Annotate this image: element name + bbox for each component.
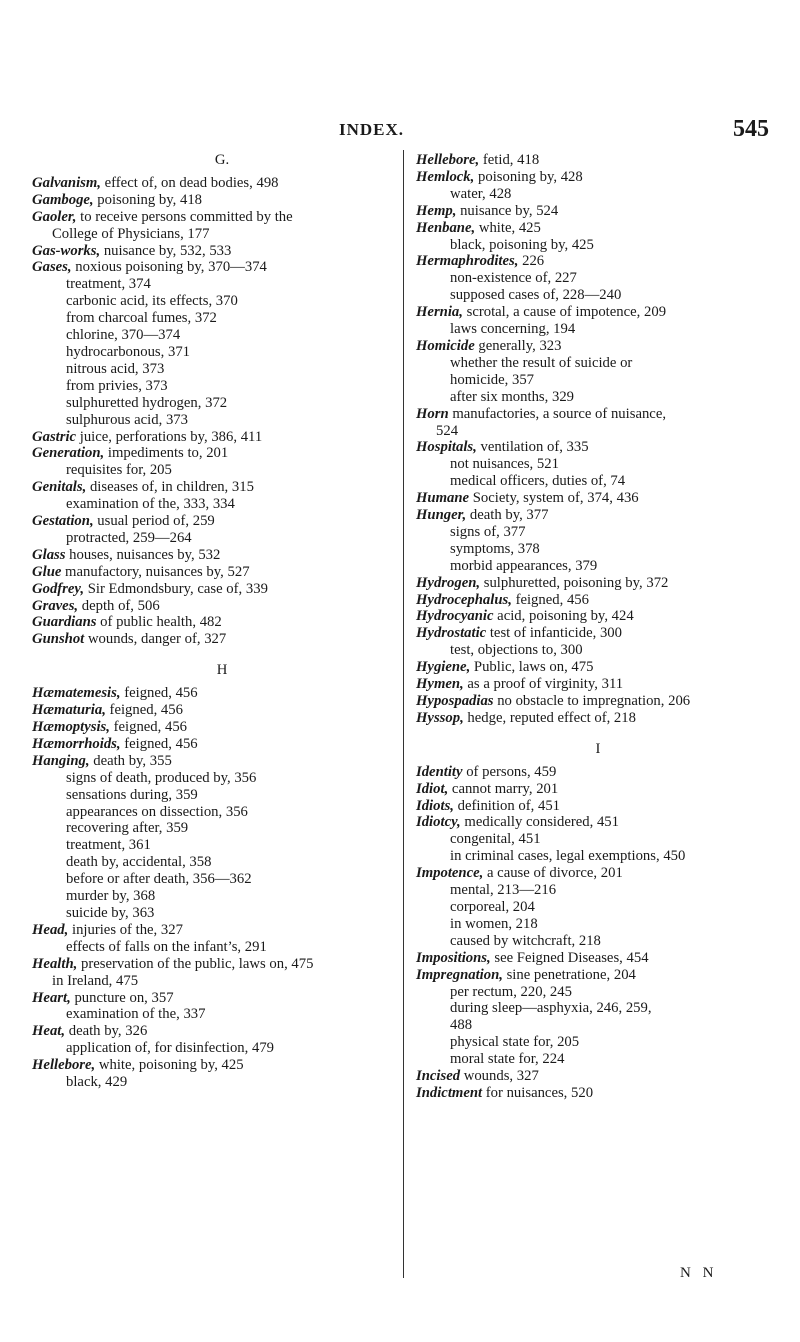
- entry-headword: Hymen,: [416, 676, 464, 693]
- entry-text: feigned, 456: [511, 591, 589, 608]
- entry-headword: Godfrey,: [32, 580, 85, 597]
- index-entry: [416, 764, 780, 781]
- entry-line: [416, 625, 780, 642]
- entry-headword: Horn: [416, 405, 449, 422]
- entry-subentry: black, 429: [66, 1074, 128, 1091]
- entry-text: usual period of, 259: [93, 513, 215, 530]
- entry-subentry: from charcoal fumes, 372: [66, 310, 217, 327]
- entry-subentry: not nuisances, 521: [450, 456, 559, 473]
- entry-text: 226: [518, 253, 545, 270]
- entry-headword: Graves,: [32, 597, 79, 614]
- entry-headword: Gaoler,: [32, 208, 77, 225]
- entry-text: ventilation of, 335: [476, 439, 589, 456]
- index-entry: [32, 175, 412, 192]
- entry-headword: Hemp,: [416, 202, 457, 219]
- index-entry: [32, 685, 412, 702]
- entry-headword: Health,: [32, 955, 78, 972]
- section-letter: G.: [214, 152, 230, 168]
- index-entry: [416, 608, 780, 625]
- entry-line: [32, 685, 412, 702]
- entry-text: no obstacle to impregnation, 206: [493, 693, 691, 709]
- entry-line: [416, 798, 780, 815]
- entry-subentry: black, poisoning by, 425: [450, 236, 594, 253]
- entry-headword: Hellebore,: [32, 1057, 96, 1074]
- entry-text: Public, laws on, 475: [470, 659, 594, 676]
- entry-subentry: chlorine, 370—374: [66, 327, 181, 344]
- entry-line: [32, 192, 412, 209]
- entry-text: poisoning by, 428: [474, 168, 583, 185]
- entry-subentry: per rectum, 220, 245: [450, 983, 572, 1000]
- entry-line: [32, 990, 412, 1007]
- index-entry: [32, 631, 412, 648]
- running-title: INDEX.: [339, 120, 405, 139]
- index-entry: [32, 445, 412, 479]
- entry-subentry: recovering after, 359: [66, 820, 189, 837]
- entry-text: hedge, reputed effect of, 218: [463, 709, 636, 726]
- entry-subentry: congenital, 451: [450, 831, 541, 848]
- section-gap: [416, 727, 780, 741]
- entry-headword: Glass: [32, 546, 66, 563]
- entry-subentry: protracted, 259—264: [66, 529, 192, 546]
- index-entry: [416, 406, 780, 440]
- entry-headword: Hellebore,: [416, 152, 480, 168]
- index-entry: [32, 192, 412, 209]
- entry-text: white, 425: [475, 219, 541, 236]
- entry-subentry: examination of the, 337: [66, 1006, 206, 1023]
- entry-subentry: from privies, 373: [66, 377, 168, 394]
- entry-line: [416, 865, 780, 882]
- index-entry: [32, 513, 412, 547]
- index-entry: [32, 581, 412, 598]
- entry-headword: Impotence,: [416, 865, 484, 882]
- entry-line: [32, 259, 412, 276]
- entry-headword: Hunger,: [416, 507, 467, 524]
- entry-line: [416, 203, 780, 220]
- entry-line: [416, 575, 780, 592]
- entry-line: [416, 439, 780, 456]
- entry-line: [416, 659, 780, 676]
- entry-headword: Hermaphrodites,: [416, 253, 519, 270]
- index-entry: [32, 243, 412, 260]
- entry-line: [416, 1085, 780, 1102]
- entry-text: cannot marry, 201: [448, 780, 559, 797]
- index-entry: [416, 220, 780, 254]
- entry-continuation: in Ireland, 475: [52, 972, 139, 989]
- entry-line: [416, 710, 780, 727]
- entry-subentry: morbid appearances, 379: [450, 557, 598, 574]
- index-entry: [416, 676, 780, 693]
- entry-line: [32, 243, 412, 260]
- entry-subentry: suicide by, 363: [66, 904, 155, 921]
- entry-subentry: sulphurous acid, 373: [66, 411, 188, 428]
- entry-headword: Identity: [416, 763, 463, 780]
- index-entry: [416, 575, 780, 592]
- index-entry: [416, 592, 780, 609]
- entry-headword: Hæmorrhoids,: [32, 735, 121, 752]
- index-entry: [416, 865, 780, 950]
- entry-subentry: corporeal, 204: [450, 898, 535, 915]
- entry-line: [32, 1057, 412, 1074]
- entry-text: feigned, 456: [109, 719, 188, 735]
- entry-text: houses, nuisances by, 532: [65, 546, 221, 563]
- entry-line: [32, 445, 412, 462]
- entry-text: sine penetratione, 204: [502, 966, 636, 983]
- entry-subentry: supposed cases of, 228—240: [450, 287, 622, 304]
- entry-text: depth of, 506: [78, 597, 160, 614]
- entry-headword: Heat,: [32, 1023, 66, 1040]
- entry-subentry: before or after death, 356—362: [66, 871, 252, 888]
- entry-headword: Hydrostatic: [416, 625, 487, 642]
- entry-line: [32, 479, 412, 496]
- entry-subentry: murder by, 368: [66, 888, 156, 905]
- entry-headword: Generation,: [32, 445, 105, 462]
- entry-text: see Feigned Diseases, 454: [490, 949, 649, 966]
- section-gap: [32, 648, 412, 662]
- entry-text: as a proof of virginity, 311: [463, 676, 624, 693]
- index-entry: [32, 598, 412, 615]
- entry-headword: Glue: [32, 563, 62, 580]
- index-entry: [32, 564, 412, 581]
- entry-line: [32, 631, 412, 648]
- entry-line: [416, 507, 780, 524]
- index-entry: [416, 1085, 780, 1102]
- entry-headword: Gases,: [32, 259, 72, 276]
- entry-line: [32, 598, 412, 615]
- entry-headword: Hygiene,: [416, 659, 471, 676]
- entry-subentry: physical state for, 205: [450, 1034, 580, 1051]
- index-entry: [416, 507, 780, 575]
- index-entry: [32, 614, 412, 631]
- entry-subentry: sulphuretted hydrogen, 372: [66, 394, 228, 411]
- entry-subentry: appearances on dissection, 356: [66, 803, 248, 820]
- entry-headword: Hydrocyanic: [416, 608, 494, 625]
- entry-line: [416, 406, 780, 423]
- entry-headword: Gamboge,: [32, 191, 94, 208]
- index-entry: [32, 547, 412, 564]
- index-entry: [32, 429, 412, 446]
- entry-line: [416, 304, 780, 321]
- entry-text: generally, 323: [474, 337, 562, 354]
- entry-text: Sir Edmondsbury, case of, 339: [84, 580, 268, 597]
- entry-subentry: caused by witchcraft, 218: [450, 932, 601, 949]
- entry-line: [416, 764, 780, 781]
- entry-text: medically considered, 451: [460, 814, 619, 831]
- entry-text: to receive persons committed by the: [76, 208, 293, 225]
- index-entry: [416, 338, 780, 406]
- entry-headword: Hæmaturia,: [32, 702, 106, 719]
- index-entry: [416, 253, 780, 304]
- entry-line: [416, 592, 780, 609]
- entry-text: nuisance by, 532, 533: [100, 242, 232, 259]
- entry-subentry: effects of falls on the infant’s, 291: [66, 938, 267, 955]
- entry-line: [32, 719, 412, 736]
- index-entry: [32, 922, 412, 956]
- index-entry: [416, 439, 780, 490]
- entry-subentry: mental, 213—216: [450, 882, 557, 899]
- entry-subentry: signs of, 377: [450, 523, 526, 540]
- entry-headword: Head,: [32, 921, 69, 938]
- index-entry: [416, 814, 780, 865]
- entry-text: injuries of the, 327: [68, 921, 183, 938]
- entry-line: [416, 169, 780, 186]
- entry-line: [32, 736, 412, 753]
- index-entry: [32, 1023, 412, 1057]
- entry-headword: Henbane,: [416, 219, 476, 236]
- entry-headword: Hanging,: [32, 752, 90, 769]
- entry-subentry: during sleep—asphyxia, 246, 259,: [450, 1000, 652, 1017]
- entry-subentry: homicide, 357: [450, 371, 535, 388]
- entry-text: of public health, 482: [96, 614, 222, 631]
- index-entry: [32, 259, 412, 428]
- entry-text: fetid, 418: [479, 152, 540, 168]
- entry-text: acid, poisoning by, 424: [493, 608, 634, 625]
- entry-headword: Gastric: [32, 428, 77, 445]
- entry-headword: Idiots,: [416, 797, 454, 814]
- entry-headword: Idiot,: [416, 780, 449, 797]
- entry-headword: Hæmoptysis,: [32, 719, 110, 735]
- entry-line: [32, 753, 412, 770]
- entry-headword: Hypospadias: [416, 693, 494, 709]
- entry-text: death by, 326: [65, 1023, 148, 1040]
- entry-line: [416, 693, 780, 710]
- entry-headword: Gunshot: [32, 631, 85, 648]
- index-entry: [416, 304, 780, 338]
- entry-subentry: signs of death, produced by, 356: [66, 769, 257, 786]
- entry-subentry: nitrous acid, 373: [66, 360, 165, 377]
- entry-line: [32, 513, 412, 530]
- index-entry: [416, 659, 780, 676]
- index-entry: [32, 736, 412, 753]
- entry-text: noxious poisoning by, 370—374: [71, 259, 267, 276]
- index-entry: [416, 798, 780, 815]
- index-entry: [416, 967, 780, 1068]
- entry-subentry: death by, accidental, 358: [66, 854, 212, 871]
- entry-line: [32, 547, 412, 564]
- entry-text: diseases of, in children, 315: [86, 479, 254, 496]
- entry-subentry: in women, 218: [450, 915, 538, 932]
- entry-headword: Humane: [416, 490, 470, 507]
- entry-line: [416, 152, 780, 169]
- entry-subentry: test, objections to, 300: [450, 642, 583, 659]
- entry-text: scrotal, a cause of impotence, 209: [462, 304, 667, 321]
- entry-subentry: symptoms, 378: [450, 540, 540, 557]
- entry-subentry: application of, for disinfection, 479: [66, 1040, 275, 1057]
- index-entry: [416, 625, 780, 659]
- entry-text: test of infanticide, 300: [486, 625, 622, 642]
- index-entry: [32, 753, 412, 922]
- entry-line: [416, 253, 780, 270]
- index-entry: [416, 490, 780, 507]
- entry-headword: Guardians: [32, 614, 97, 631]
- entry-headword: Homicide: [416, 337, 475, 354]
- entry-line: [416, 338, 780, 355]
- index-entry: [32, 209, 412, 243]
- entry-headword: Genitals,: [32, 479, 87, 496]
- entry-text: impediments to, 201: [104, 445, 229, 462]
- entry-text: feigned, 456: [105, 702, 183, 719]
- index-entry: [416, 950, 780, 967]
- entry-line: [416, 608, 780, 625]
- index-entry: [416, 710, 780, 727]
- entry-text: wounds, danger of, 327: [84, 631, 227, 648]
- entry-line: [32, 922, 412, 939]
- entry-text: preservation of the public, laws on, 475: [77, 955, 314, 972]
- entry-text: definition of, 451: [453, 797, 561, 814]
- entry-line: [32, 956, 412, 973]
- entry-text: manufactories, a source of nuisance,: [448, 405, 667, 422]
- entry-line: [416, 950, 780, 967]
- entry-headword: Impregnation,: [416, 966, 503, 983]
- entry-continuation: College of Physicians, 177: [52, 225, 210, 242]
- entry-subentry: in criminal cases, legal exemptions, 450: [450, 848, 686, 865]
- entry-line: [32, 1023, 412, 1040]
- entry-line: [32, 429, 412, 446]
- entry-subentry: non-existence of, 227: [450, 270, 577, 287]
- entry-headword: Hæmatemesis,: [32, 685, 121, 702]
- index-entry: [416, 1068, 780, 1085]
- entry-headword: Hydrogen,: [416, 574, 481, 591]
- entry-line: [416, 676, 780, 693]
- entry-headword: Indictment: [416, 1084, 483, 1101]
- page-header: [0, 116, 800, 144]
- entry-line: [416, 490, 780, 507]
- entry-text: feigned, 456: [120, 685, 198, 702]
- entry-headword: Hydrocephalus,: [416, 591, 512, 608]
- index-entry: [32, 479, 412, 513]
- entry-line: [416, 220, 780, 237]
- entry-subentry: medical officers, duties of, 74: [450, 473, 626, 490]
- index-entry: [32, 990, 412, 1024]
- entry-headword: Hemlock,: [416, 168, 475, 185]
- entry-line: [32, 702, 412, 719]
- entry-text: manufactory, nuisances by, 527: [61, 563, 250, 580]
- entry-line: [32, 175, 412, 192]
- index-column-right: [416, 152, 780, 1102]
- entry-text: death by, 355: [89, 752, 172, 769]
- section-letter: H: [216, 662, 228, 679]
- entry-subentry: requisites for, 205: [66, 462, 172, 479]
- entry-subentry: 488: [450, 1017, 473, 1034]
- index-entry: [416, 203, 780, 220]
- entry-line: [32, 564, 412, 581]
- entry-line: [416, 781, 780, 798]
- entry-subentry: hydrocarbonous, 371: [66, 343, 191, 360]
- entry-text: feigned, 456: [120, 735, 198, 752]
- index-entry: [416, 781, 780, 798]
- entry-headword: Hernia,: [416, 304, 463, 321]
- entry-headword: Hospitals,: [416, 439, 477, 456]
- index-entry: [416, 152, 780, 169]
- entry-text: wounds, 327: [460, 1068, 539, 1085]
- index-entry: [32, 956, 412, 990]
- entry-text: Society, system of, 374, 436: [469, 490, 639, 507]
- index-entry: [32, 702, 412, 719]
- entry-text: death by, 377: [466, 507, 549, 524]
- entry-headword: Hyssop,: [416, 709, 464, 726]
- entry-subentry: treatment, 374: [66, 276, 151, 293]
- entry-subentry: examination of the, 333, 334: [66, 496, 235, 513]
- entry-line: [32, 614, 412, 631]
- section-letter: I: [595, 740, 601, 757]
- entry-text: a cause of divorce, 201: [483, 865, 623, 882]
- entry-text: sulphuretted, poisoning by, 372: [480, 574, 669, 591]
- entry-headword: Gestation,: [32, 513, 94, 530]
- entry-headword: Galvanism,: [32, 174, 101, 191]
- entry-line: [416, 967, 780, 984]
- index-entry: [32, 1057, 412, 1091]
- entry-text: juice, perforations by, 386, 411: [76, 428, 263, 445]
- entry-subentry: whether the result of suicide or: [450, 354, 633, 371]
- entry-headword: Heart,: [32, 989, 71, 1006]
- entry-subentry: water, 428: [450, 185, 512, 202]
- entry-subentry: laws concerning, 194: [450, 321, 576, 338]
- entry-subentry: sensations during, 359: [66, 786, 198, 803]
- index-entry: [416, 169, 780, 203]
- entry-subentry: after six months, 329: [450, 388, 575, 405]
- entry-line: [416, 814, 780, 831]
- column-divider: [403, 150, 404, 1278]
- entry-continuation: 524: [436, 422, 459, 439]
- entry-text: poisoning by, 418: [93, 191, 203, 208]
- index-entry: [32, 719, 412, 736]
- page-number: 545: [733, 116, 769, 142]
- entry-line: [32, 581, 412, 598]
- entry-headword: Incised: [416, 1068, 461, 1085]
- entry-text: for nuisances, 520: [482, 1084, 594, 1101]
- entry-text: puncture on, 357: [70, 989, 174, 1006]
- entry-headword: Idiotcy,: [416, 814, 461, 831]
- signature-mark: N N: [680, 1265, 718, 1281]
- entry-subentry: carbonic acid, its effects, 370: [66, 293, 238, 310]
- entry-text: of persons, 459: [462, 763, 557, 780]
- entry-text: white, poisoning by, 425: [95, 1057, 244, 1074]
- index-column-left: [32, 152, 412, 1091]
- entry-line: [416, 1068, 780, 1085]
- entry-text: nuisance by, 524: [456, 202, 559, 219]
- entry-line: [32, 209, 412, 226]
- entry-text: effect of, on dead bodies, 498: [100, 174, 279, 191]
- entry-subentry: moral state for, 224: [450, 1051, 565, 1068]
- entry-headword: Gas-works,: [32, 242, 101, 259]
- entry-headword: Impositions,: [416, 949, 491, 966]
- entry-subentry: treatment, 361: [66, 837, 151, 854]
- index-entry: [416, 693, 780, 710]
